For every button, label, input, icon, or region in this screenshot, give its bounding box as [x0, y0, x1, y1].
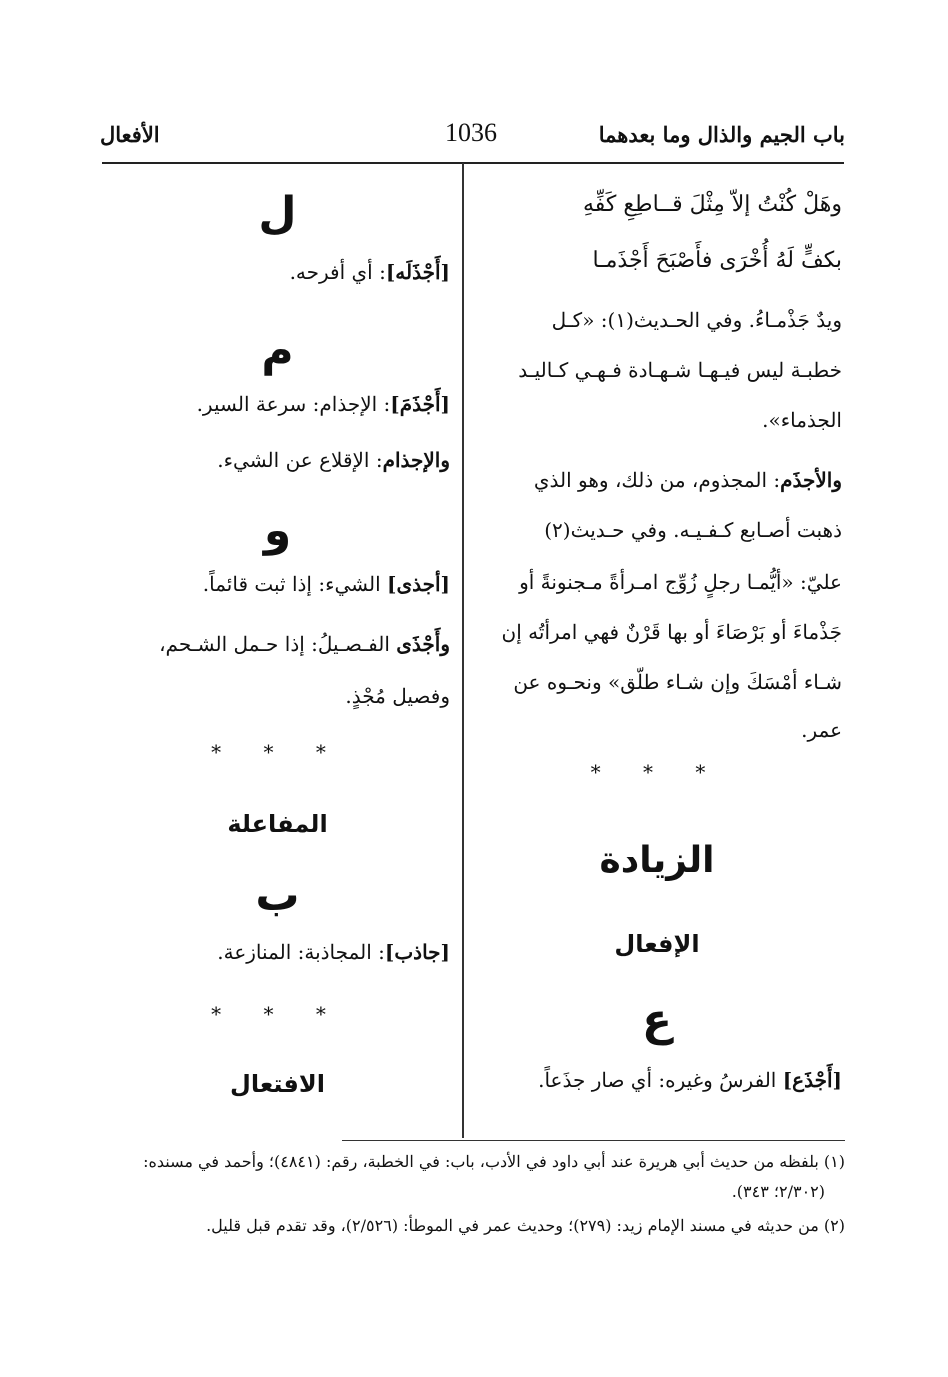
letter-heading-waw: و — [263, 505, 292, 556]
paragraph-1-line-2: خطبـة ليس فيـهـا شـهـادة فـهـي كـاليـد — [518, 358, 842, 382]
verse-line-1: وهَلْ كُنْتُ إلاّ مِثْلَ قــاطِعِ كَفِّهِ — [582, 192, 842, 217]
entry-al-ijdham: والإجذام: الإقلاع عن الشيء. — [217, 448, 450, 472]
subsection-title-iftiaal: الافتعال — [230, 1070, 325, 1098]
headword: [أَجْذَلَه] — [385, 260, 450, 284]
footnote-2: (٢) من حديثه في مسند الإمام زيد: (٢٧٩)؛ وحديث عمر في الموطأ: (٢/٥٢٦)، وقد تقدم قبل قليل. — [206, 1216, 845, 1235]
page-number: 1036 — [445, 118, 497, 147]
paragraph-2-line-5: شـاء أمْسَكَ وإن شـاء طلّق» ونحـوه عن — [513, 670, 842, 694]
paragraph-2-line-4: جَذْماءَ أو بَرْصَاءَ أو بها قَرْنٌ فهي امرأتُه إن — [501, 620, 842, 644]
headword: [جاذب] — [384, 940, 450, 964]
paragraph-2-line-3: عليّ: «أيُّمـا رجلٍ زُوِّج امـرأةً مـجنونةً أو — [519, 570, 842, 594]
headword: [أجذى] — [387, 572, 450, 596]
letter-heading-ain: ع — [641, 995, 673, 1046]
entry-ajdha-2-line-2: وفصيل مُجْذٍ. — [345, 684, 450, 708]
page-header — [100, 112, 845, 162]
section-separator: * * * — [211, 1002, 344, 1026]
headword: والإجذام — [382, 448, 450, 472]
paragraph-1-line-3: الجذماء». — [762, 408, 842, 432]
letter-heading-lam: ل — [258, 188, 297, 239]
section-separator: * * * — [211, 740, 344, 764]
column-divider — [462, 163, 464, 1138]
entry-ajdha: [أَجْذَع] الفرسُ وغيره: أي صار جذَعاً. — [538, 1068, 842, 1092]
header-rule — [102, 162, 844, 164]
entry-ajdha-2: وأَجْذَى الفـصـيلُ: إذا حـمل الشـحم، — [159, 632, 450, 656]
footnote-rule — [342, 1140, 845, 1141]
section-running-title: الأفعال — [100, 122, 160, 147]
paragraph-2-line-6: عمر. — [801, 718, 842, 742]
section-separator: * * * — [590, 760, 724, 784]
paragraph-2-line-2: ذهبت أصـابع كـفـيـه. وفي حـديث(٢) — [544, 518, 842, 542]
entry-jadhaba: [جاذب]: المجاذبة: المنازعة. — [217, 940, 450, 964]
headword: وأَجْذَى — [396, 632, 450, 656]
paragraph-2-line-1: والأجذَم: المجذوم، من ذلك، وهو الذي — [533, 468, 842, 492]
subsection-title: الإفعال — [614, 930, 700, 958]
subsection-title-mufaala: المفاعلة — [227, 810, 328, 838]
footnote-1-line-2: (٢/٣٠٢؛ ٣٤٣). — [731, 1182, 825, 1201]
entry-ajdha-1: [أجذى] الشيء: إذا ثبت قائماً. — [202, 572, 450, 596]
paragraph-1-line-1: ويدٌ جَذْمـاءُ. وفي الحـديث(١): «كـل — [551, 308, 842, 332]
footnote-1-line-1: (١) بلفظه من حديث أبي هريرة عند أبي داود في الأدب، باب: في الخطبة، رقم: (٤٨٤١)؛ وأحمد في مسنده: — [143, 1152, 845, 1171]
headword: [أَجْذَمَ] — [390, 392, 450, 416]
chapter-title: باب الجيم والذال وما بعدهما — [598, 122, 845, 147]
headword: [أَجْذَع] — [782, 1068, 842, 1092]
headword: والأجذَم — [780, 468, 842, 492]
letter-heading-mim: م — [261, 325, 294, 376]
letter-heading-ba: ب — [255, 870, 300, 921]
section-title: الزيادة — [599, 840, 715, 881]
verse-line-2: بكفٍّ لَهُ أُخْرَى فأَصْبَحَ أَجْذَمـا — [592, 248, 842, 273]
entry-ajdhama: [أَجْذَمَ]: الإجذام: سرعة السير. — [196, 392, 450, 416]
entry-ajdhalahu: [أَجْذَلَه]: أي أفرحه. — [289, 260, 450, 284]
